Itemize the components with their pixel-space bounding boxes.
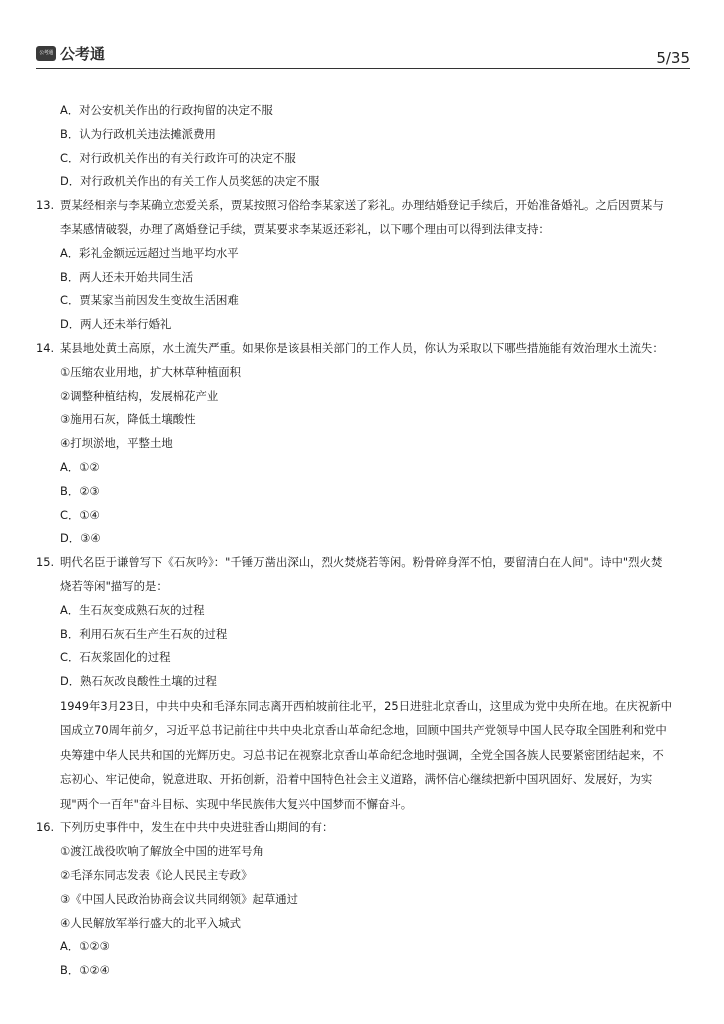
- question-stem: [36, 551, 690, 575]
- question-stem: [36, 337, 690, 361]
- question-number: 14.: [36, 340, 55, 355]
- option-line: ④打坝淤地，平整土地: [60, 436, 173, 451]
- header-divider: [36, 68, 690, 69]
- option-line: 烧若等闲"描写的是：: [60, 578, 168, 593]
- question-text: 下列历史事件中，发生在中共中央进驻香山期间的有：: [60, 820, 334, 835]
- option-line: D．两人还未举行婚礼: [60, 317, 172, 332]
- passage-line: 现"两个一百年"奋斗目标、实现中华民族伟大复兴中国梦而不懈奋斗。: [60, 796, 413, 811]
- option-line: ③施用石灰，降低土壤酸性: [60, 412, 196, 427]
- question-text: 明代名臣于谦曾写下《石灰吟》："千锤万凿出深山，烈火焚烧若等闲。粉骨碎身浑不怕，要留清白在人间"。诗中"烈火焚: [60, 555, 663, 570]
- option-line: D．③④: [60, 531, 101, 546]
- option-line: 李某感情破裂，办理了离婚登记手续，贾某要求李某返还彩礼，以下哪个理由可以得到法律支持：: [60, 221, 550, 236]
- option-line: ②调整种植结构，发展棉花产业: [60, 388, 219, 403]
- question-stem: [36, 816, 690, 840]
- option-line: ①渡江战役吹响了解放全中国的进军号角: [60, 844, 264, 859]
- option-line: ①压缩农业用地，扩大林草种植面积: [60, 364, 242, 379]
- passage-line: 央筹建中华人民共和国的光辉历史。习总书记在视察北京香山革命纪念地时强调，全党全国各族人民要紧密团结起来，不: [60, 747, 664, 762]
- option-line: D．对行政机关作出的有关工作人员奖惩的决定不服: [60, 174, 320, 189]
- question-text: 某县地处黄土高原，水土流失严重。如果你是该县相关部门的工作人员，你认为采取以下哪些措施能有效治理水土流失：: [60, 340, 664, 355]
- document-body: [36, 99, 690, 983]
- option-line: ④人民解放军举行盛大的北平入城式: [60, 915, 242, 930]
- brand-name: 公考通: [60, 45, 106, 63]
- option-line: B．①②④: [60, 963, 110, 978]
- option-line: ③《中国人民政治协商会议共同纲领》起草通过: [60, 891, 299, 906]
- option-line: C．对行政机关作出的有关行政许可的决定不服: [60, 150, 296, 165]
- option-line: B．两人还未开始共同生活: [60, 269, 194, 284]
- question-number: 15.: [36, 555, 55, 570]
- passage-line: 忘初心、牢记使命，锐意进取、开拓创新，沿着中国特色社会主义道路，满怀信心继续把新中国巩固好、发展好，为实: [60, 772, 653, 787]
- option-line: A．①②: [60, 459, 100, 474]
- question-text: 贾某经相亲与李某确立恋爱关系，贾某按照习俗给李某家送了彩礼。办理结婚登记手续后，开始准备婚礼。之后因贾某与: [60, 198, 664, 213]
- brand-logo-icon: 公考通: [36, 46, 56, 61]
- option-line: B．认为行政机关违法摊派费用: [60, 126, 216, 141]
- question-number: 13.: [36, 198, 55, 213]
- option-line: B．②③: [60, 483, 100, 498]
- page-number: 5/35: [656, 49, 690, 67]
- option-line: C．贾某家当前因发生变故生活困难: [60, 293, 239, 308]
- option-line: A．生石灰变成熟石灰的过程: [60, 602, 205, 617]
- option-line: A．彩礼金额远远超过当地平均水平: [60, 245, 239, 260]
- question-number: 16.: [36, 820, 55, 835]
- question-stem: [36, 194, 690, 218]
- option-line: ②毛泽东同志发表《论人民民主专政》: [60, 868, 253, 883]
- option-line: C．①④: [60, 507, 100, 522]
- passage-line: 国成立70周年前夕，习近平总书记前往中共中央北京香山革命纪念地，回顾中国共产党领导中国人民夺取全国胜利和党中: [60, 723, 667, 738]
- option-line: D．熟石灰改良酸性土壤的过程: [60, 674, 217, 689]
- option-line: C．石灰浆固化的过程: [60, 650, 171, 665]
- option-line: A．①②③: [60, 939, 110, 954]
- option-line: B．利用石灰石生产生石灰的过程: [60, 626, 228, 641]
- passage-line: 1949年3月23日，中共中央和毛泽东同志离开西柏坡前往北平，25日进驻北京香山，这里成为党中央所在地。在庆祝新中: [60, 698, 672, 713]
- page-header: [36, 44, 690, 68]
- option-line: A．对公安机关作出的行政拘留的决定不服: [60, 103, 273, 117]
